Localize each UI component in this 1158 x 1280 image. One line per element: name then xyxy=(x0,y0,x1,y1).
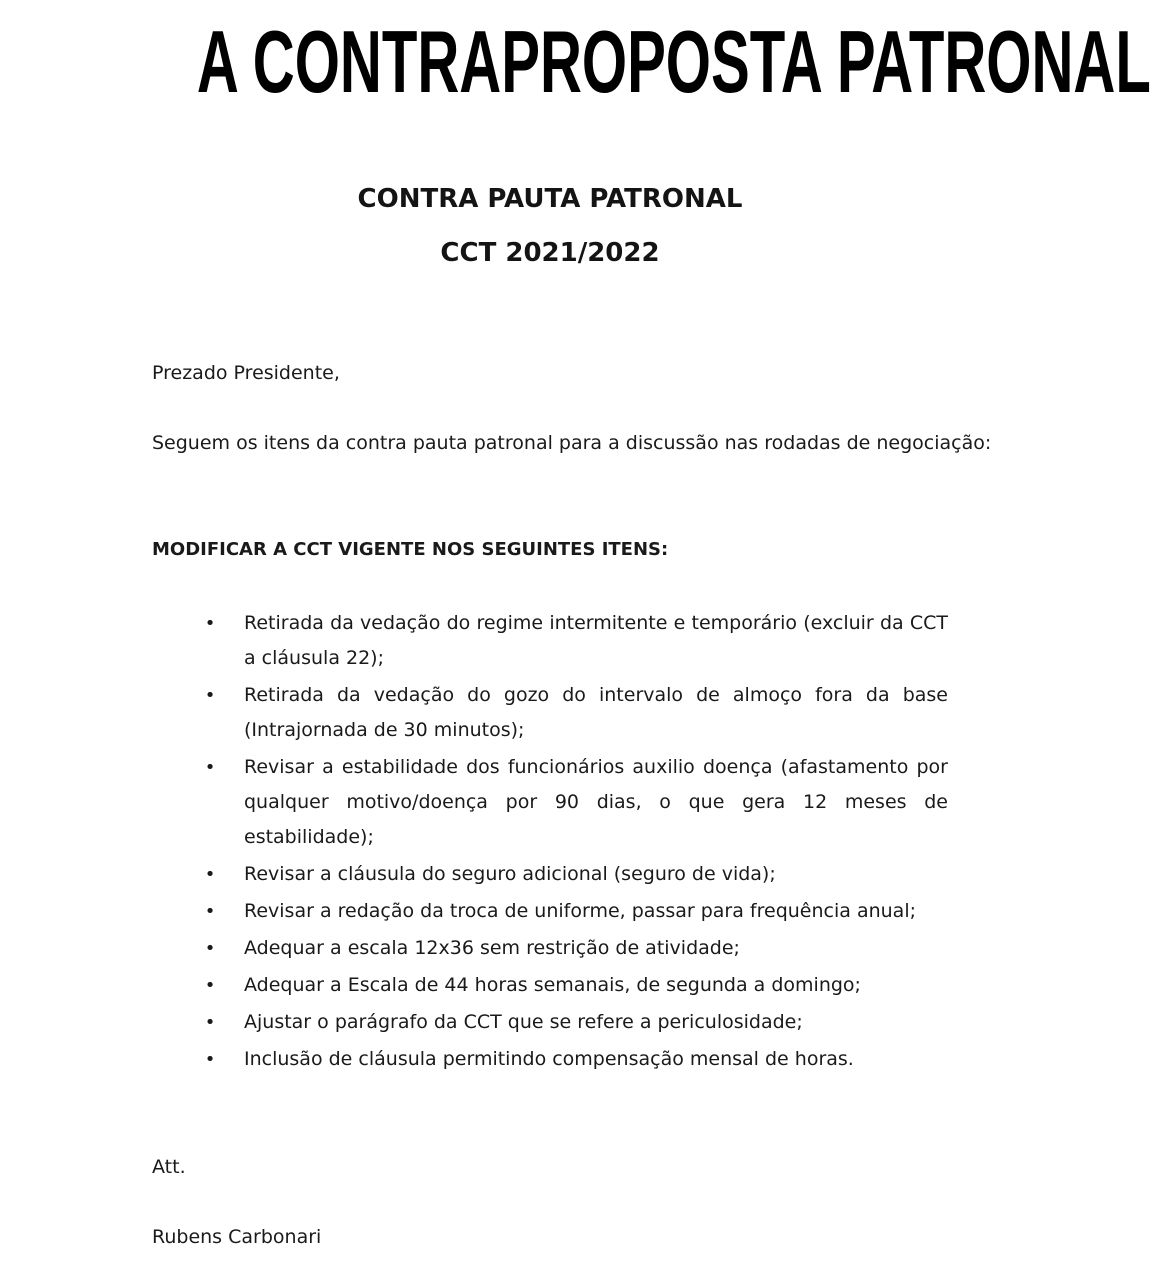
list-item xyxy=(204,606,948,676)
list-item-text: Revisar a redação da troca de uniforme, passar para frequência anual; xyxy=(244,900,916,922)
bullet-icon: • xyxy=(204,1049,216,1070)
list-item-text: Revisar a estabilidade dos funcionários auxilio doença (afastamento por qualquer motivo/doença por 90 dias, o que gera 12 meses de estabilidade); xyxy=(244,756,948,848)
bullet-icon: • xyxy=(204,938,216,959)
bullet-icon: • xyxy=(204,757,216,778)
list-item-text: Retirada da vedação do gozo do intervalo de almoço fora da base (Intrajornada de 30 minutos); xyxy=(244,684,948,741)
section-heading: MODIFICAR A CCT VIGENTE NOS SEGUINTES ITENS: xyxy=(152,539,669,560)
banner-headline: A CONTRAPROPOSTA PATRONAL xyxy=(196,12,1151,111)
list-item-text: Inclusão de cláusula permitindo compensação mensal de horas. xyxy=(244,1048,854,1070)
intro-paragraph: Seguem os itens da contra pauta patronal para a discussão nas rodadas de negociação: xyxy=(152,432,992,454)
bullet-icon: • xyxy=(204,1012,216,1033)
greeting: Prezado Presidente, xyxy=(152,362,340,384)
list-item xyxy=(204,931,948,966)
list-item-text: Adequar a escala 12x36 sem restrição de atividade; xyxy=(244,937,740,959)
list-item xyxy=(204,894,948,929)
list-item xyxy=(204,678,948,748)
bullet-icon: • xyxy=(204,975,216,996)
document-subtitle: CCT 2021/2022 xyxy=(440,238,660,268)
list-item-text: Ajustar o parágrafo da CCT que se refere a periculosidade; xyxy=(244,1011,803,1033)
document-title: CONTRA PAUTA PATRONAL xyxy=(357,184,743,214)
bullet-icon: • xyxy=(204,613,216,634)
list-item xyxy=(204,1005,948,1040)
signature-name: Rubens Carbonari xyxy=(152,1226,322,1248)
item-list xyxy=(204,606,948,1079)
closing-salutation: Att. xyxy=(152,1156,186,1178)
list-item xyxy=(204,857,948,892)
list-item-text: Retirada da vedação do regime intermitente e temporário (excluir da CCT a cláusula 22); xyxy=(244,612,948,669)
bullet-icon: • xyxy=(204,901,216,922)
list-item xyxy=(204,750,948,855)
list-item-text: Revisar a cláusula do seguro adicional (seguro de vida); xyxy=(244,863,776,885)
list-item xyxy=(204,1042,948,1077)
list-item-text: Adequar a Escala de 44 horas semanais, de segunda a domingo; xyxy=(244,974,861,996)
bullet-icon: • xyxy=(204,685,216,706)
bullet-icon: • xyxy=(204,864,216,885)
list-item xyxy=(204,968,948,1003)
